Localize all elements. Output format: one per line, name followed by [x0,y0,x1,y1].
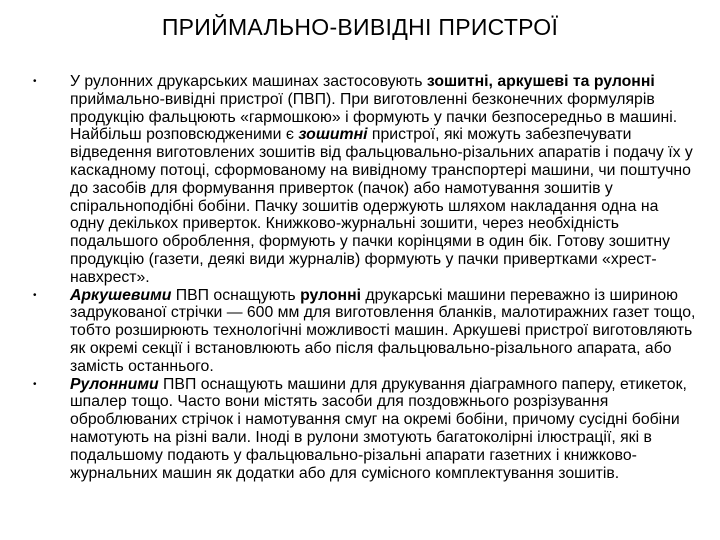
bullet-text-bold: зошитні, аркушеві та рулонні [426,73,655,90]
bullet-marker: • [33,76,37,87]
bullet-text: пристрої, які можуть забезпечувати відведення виготовлених зошитів від фальцювально-різальних апаратів і подачу їх у каскадному потоці, сформованому на вивідному транспортері машини, чи поштучно до засобів для формування приверток (пачок) або намотування зошитів у спіральноподібні бобіни. Пачку зошитів одержують шляхом накладання одна на одну декількох приверток. Книжково-журнальні зошити, через необхідність подальшого оброблення, формують у пачки корінцями в один бік. Готову зошитну продукцію (газети, деякі види журналів) формують у пачки привертками «хрест-навхрест». [70,126,693,286]
bullet-marker: • [33,378,37,390]
bullet-text: У рулонних друкарських машинах застосовують [70,73,427,90]
bullet-text: приймально-вивідні пристрої (ПВП). При виготовленні безконечних формулярів продукцію фальцюють «гармошкою» і формують у пачки безпосередньо в машині. Найбільш розповсюдженими є [70,90,678,144]
bullet-text-bold-italic: Аркушевими [70,286,172,304]
bullet-list [0,73,720,482]
bullet-text: друкарські машини переважно із шириною задрукованої стрічки — 600 мм для виготовлення бланків, малотиражних газет тощо, тобто розширюють технологічні можливості машин. Аркушеві пристрої виготовляють як окремі секції і встановлюють або після фальцювально-різального апарата, або замість останнього. [70,286,696,375]
bullet-marker: • [33,289,37,301]
bullet-item-rulonne [0,376,720,483]
bullet-item-arkusheve [0,287,720,376]
bullet-text: ПВП оснащують [171,286,301,304]
slide-title: ПРИЙМАЛЬНО-ВИВІДНІ ПРИСТРОЇ [161,14,559,40]
bullet-text-bold-italic: зошитні [298,126,368,144]
bullet-text-bold: рулонні [300,286,362,304]
bullet-text: ПВП оснащують машини для друкування діаграмного паперу, етикеток, шпалер тощо. Часто вони містять засоби для поздовжнього розрізування оброблюваних стрічок і намотування смуг на окремі бобіни, причому сусідні бобіни намотують на різні вали. Іноді в рулони змотують багатоколірні ілюстрації, які в подальшому подають у фальцювально-різальні апарати газетних і книжково-журнальних машин як додатки або для сумісного комплектування зошитів. [70,375,687,482]
bullet-text-bold-italic: Рулонними [70,375,159,393]
bullet-item-zoshytni [0,73,720,287]
